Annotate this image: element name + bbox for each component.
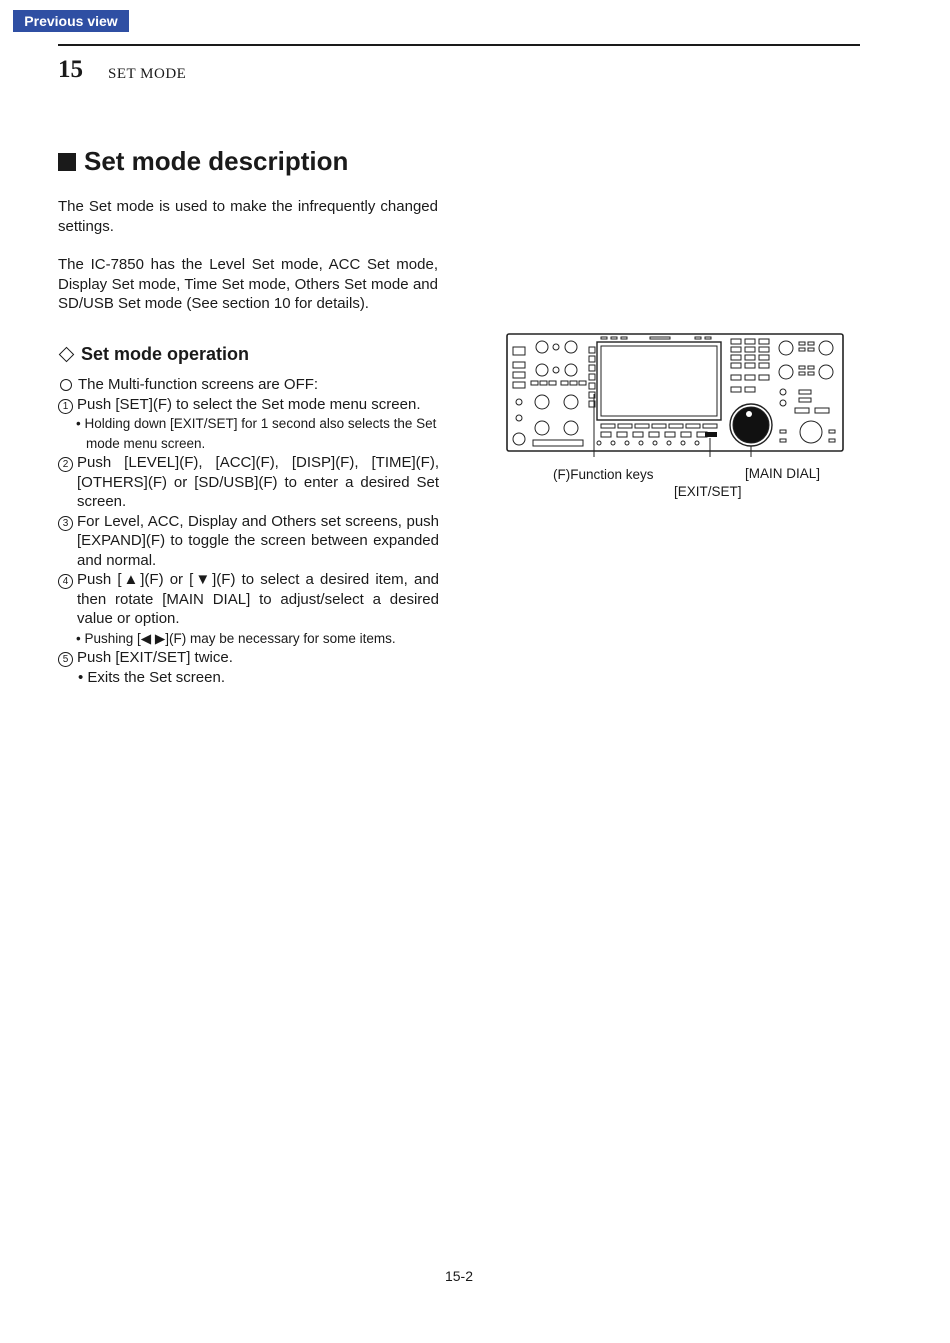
steps-list — [58, 375, 439, 687]
previous-view-button[interactable]: Previous view — [13, 10, 129, 32]
circle-bullet-icon — [60, 379, 72, 391]
step-text: Push [SET](F) to select the Set mode menu screen. — [77, 395, 421, 413]
transceiver-front-panel-illustration — [505, 332, 845, 457]
step-text: For Level, ACC, Display and Others set screens, push [EXPAND](F) to toggle the screen between expanded and normal. — [77, 512, 439, 569]
square-bullet-icon — [58, 153, 76, 171]
section-title: Set mode description — [84, 146, 349, 176]
function-keys-label: (F)Function keys — [553, 467, 654, 482]
step-item — [58, 453, 439, 512]
modes-paragraph: The IC-7850 has the Level Set mode, ACC Set mode, Display Set mode, Time Set mode, Others Set mode and SD/USB Set mode (See section 10 for details). — [58, 256, 438, 312]
step-item — [58, 395, 439, 415]
header-rule — [58, 44, 860, 46]
chapter-number: 15 — [58, 56, 83, 83]
page-number: 15-2 — [444, 1268, 474, 1284]
step-number: 2 — [58, 457, 73, 472]
diamond-bullet-icon — [59, 347, 75, 363]
step-text: Push [LEVEL](F), [ACC](F), [DISP](F), [TIME](F), [OTHERS](F) or [SD/USB](F) to enter a desired Set screen. — [77, 454, 439, 510]
step-note: • Exits the Set screen. — [78, 668, 225, 686]
step-number: 3 — [58, 516, 73, 531]
main-dial-label: [MAIN DIAL] — [745, 466, 821, 481]
step-note: • Holding down [EXIT/SET] for 1 second also selects the Set mode menu screen. — [76, 416, 437, 451]
exit-set-label: [EXIT/SET] — [674, 484, 742, 499]
intro-paragraph: The Set mode is used to make the infrequently changed settings. — [58, 198, 438, 235]
step-note: • Pushing [◀ ▶](F) may be necessary for some items. — [76, 630, 396, 646]
step-text: Push [▲](F) or [▼](F) to select a desired item, and then rotate [MAIN DIAL] to adjust/select a desired value or option. — [77, 571, 439, 627]
step-number: 5 — [58, 652, 73, 667]
step-number: 4 — [58, 574, 73, 589]
step-text: Push [EXIT/SET] twice. — [77, 649, 233, 666]
step-item — [58, 570, 439, 629]
subsection-heading — [58, 344, 249, 365]
step-item — [58, 512, 439, 571]
step-number: 1 — [58, 399, 73, 414]
chapter-title: SET MODE — [108, 66, 187, 82]
step-item — [58, 648, 439, 668]
condition-line — [58, 375, 439, 395]
condition-text: The Multi-function screens are OFF: — [78, 376, 319, 393]
section-heading — [58, 146, 348, 177]
subsection-title: Set mode operation — [81, 344, 250, 364]
